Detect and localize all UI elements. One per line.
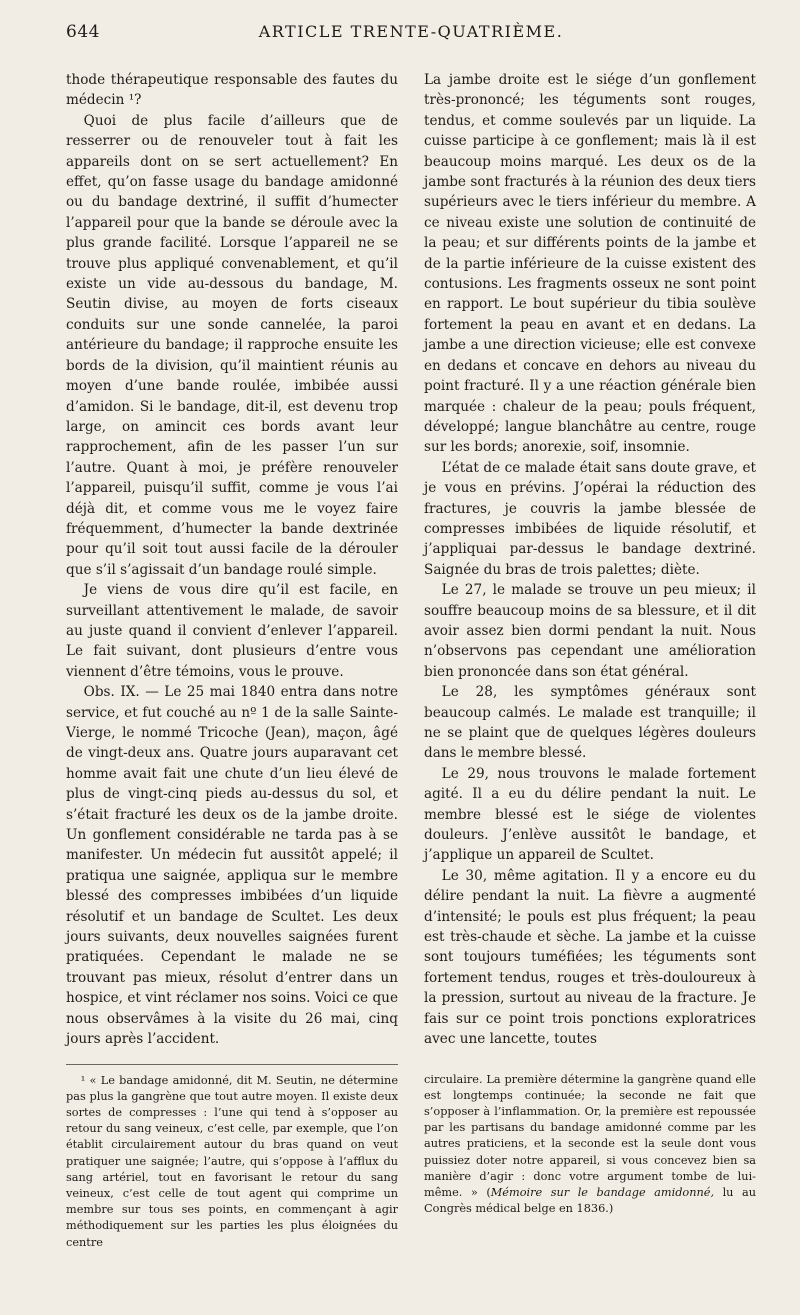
right-column bbox=[424, 70, 756, 1217]
footnote: ¹ « Le bandage amidonné, dit M. Seutin, ne détermine pas plus la gangrène que tout autre moyen. Il existe deux sortes de compresses : l’une qui tend à s’opposer au retour du sang veineux, c’est celle, par exemple, que l’on établit circulairement autour du bras quand on veut pratiquer une saignée; l’autre, qui s’oppose à l’afflux du sang artériel, tout en favorisant le retour du sang veineux, c’est celle de tout agent qui comprime un membre sur tous ses points, en commençant à agir méthodiquement sur les parties les plus éloignées du centre bbox=[66, 1073, 398, 1249]
footnote-block bbox=[66, 1064, 398, 1251]
page-header bbox=[66, 16, 756, 50]
paragraph: Obs. IX. — Le 25 mai 1840 entra dans notre service, et fut couché au nº 1 de la salle Sainte-Vierge, le nommé Tricoche (Jean), maçon, âgé de vingt-deux ans. Quatre jours auparavant cet homme avait fait une chute d’un lieu élevé de plus de vingt-cinq pieds au-dessus du sol, et s’était fracturé les deux os de la jambe droite. Un gonflement considérable ne tarda pas à se manifester. Un médecin fut aussitôt appelé; il pratiqua une saignée, appliqua sur le membre blessé des compresses imbibées d’un liquide résolutif et un bandage de Scultet. Les deux jours suivants, deux nouvelles saignées furent pratiquées. Cependant le malade ne se trouvant pas mieux, résolut d’entrer dans un hospice, et vint réclamer nos soins. Voici ce que nous observâmes à la visite du 26 mai, cinq jours après l’accident. bbox=[66, 684, 398, 1048]
paragraph: Le 28, les symptômes généraux sont beaucoup calmés. Le malade est tranquille; il ne se plaint que de quelques légères douleurs dans le membre blessé. bbox=[424, 684, 756, 762]
paragraph: Le 27, le malade se trouve un peu mieux; il souffre beaucoup moins de sa blessure, et il dit avoir assez bien dormi pendant la nuit. Nous n’observons pas cependant une amélioration bien prononcée dans son état général. bbox=[424, 582, 756, 680]
paragraph: Le 30, même agitation. Il y a encore eu du délire pendant la nuit. La fièvre a augmenté d’intensité; le pouls est plus fréquent; la peau est très-chaude et sèche. La jambe et la cuisse sont toujours tuméfiées; les téguments sont fortement tendus, rouges et très-douloureux à la pression, surtout au niveau de la fracture. Je fais sur ce point trois ponctions exploratrices avec une lancette, toutes bbox=[424, 867, 756, 1048]
paragraph: L’état de ce malade était sans doute grave, et je vous en prévins. J’opérai la réduction des fractures, je couvris la jambe blessée de compresses imbibées de liquide résolutif, et j’appliquai par-dessus le bandage dextriné. Saignée du bras de trois palettes; diète. bbox=[424, 459, 756, 578]
paragraph: Le 29, nous trouvons le malade fortement agité. Il a eu du délire pendant la nuit. Le membre blessé est le siége de violentes douleurs. J’enlève aussitôt le bandage, et j’applique un appareil de Scultet. bbox=[424, 765, 756, 864]
paragraph: La jambe droite est le siége d’un gonflement très-prononcé; les téguments sont rouges, tendus, et comme soulevés par un liquide. La cuisse participe à ce gonflement; mais là il est beaucoup moins marqué. Les deux os de la jambe sont fracturés à la réunion des deux tiers supérieurs avec le tiers inférieur du membre. A ce niveau existe une solution de continuité de la peau; et sur différents points de la jambe et de la partie inférieure de la cuisse existent des contusions. Les fragments osseux ne sont point en rapport. Le bout supérieur du tibia soulève fortement la peau en avant et en dedans. La jambe a une direction vicieuse; elle est convexe en dedans et concave en dehors au niveau du point fracturé. Il y a une réaction générale bien marquée : chaleur de la peau; pouls fréquent, développé; langue blanchâtre au centre, rouge sur les bords; anorexie, soif, insomnie. bbox=[424, 72, 756, 456]
footnote-continuation bbox=[424, 1064, 756, 1218]
paragraph: Je viens de vous dire qu’il est facile, en surveillant attentivement le malade, de savoir au juste quand il convient d’enlever l’appareil. Le fait suivant, dont plusieurs d’entre vous viennent d’être témoins, vous le prouve. bbox=[66, 582, 398, 680]
footnote-cited-title: Mémoire sur le bandage amidonné, bbox=[490, 1185, 715, 1199]
left-column bbox=[66, 70, 398, 1251]
footnote-text: circulaire. La première détermine la gangrène quand elle est longtemps continuée; la seconde ne fait que s’opposer à l’inflammation. Or, la première est repoussée par les partisans du bandage amidonné comme par les autres praticiens, et la seconde est la seule dont vous puissiez doter notre appareil, si vous concevez bien sa manière d’agir : donc votre argument tombe de lui-même. » ( bbox=[424, 1072, 756, 1199]
paragraph: thode thérapeutique responsable des fautes du médecin ¹? bbox=[66, 72, 398, 109]
page-number: 644 bbox=[66, 22, 100, 42]
running-head: ARTICLE TRENTE-QUATRIÈME. bbox=[258, 22, 564, 41]
footnote bbox=[424, 1072, 756, 1218]
paragraph: Quoi de plus facile d’ailleurs que de resserrer ou de renouveler tout à fait les appareils dont on se sert actuellement? En effet, qu’on fasse usage du bandage amidonné ou du bandage dextriné, il suffit d’humecter l’appareil pour que la bande se déroule avec la plus grande facilité. Lorsque l’appareil ne se trouve plus appliqué convenablement, et qu’il existe un vide au-dessous du bandage, M. Seutin divise, au moyen de forts ciseaux conduits sur une sonde cannelée, la paroi antérieure du bandage; il rapproche ensuite les bords de la division, qu’il maintient réunis au moyen d’une bande roulée, imbibée aussi d’amidon. Si le bandage, dit-il, est devenu trop large, on amincit ces bords avant leur rapprochement, afin de les passer l’un sur l’autre. Quant à moi, je préfère renouveler l’appareil, puisqu’il suffit, comme je vous l’ai déjà dit, et comme vous me le voyez faire fréquemment, d’humecter la bande dextrinée pour qu’il soit tout aussi facile de la dérouler que s’il s’agissait d’un bandage roulé simple. bbox=[66, 112, 398, 578]
footnote-text: lu au Congrès médical belge en 1836.) bbox=[424, 1185, 756, 1216]
